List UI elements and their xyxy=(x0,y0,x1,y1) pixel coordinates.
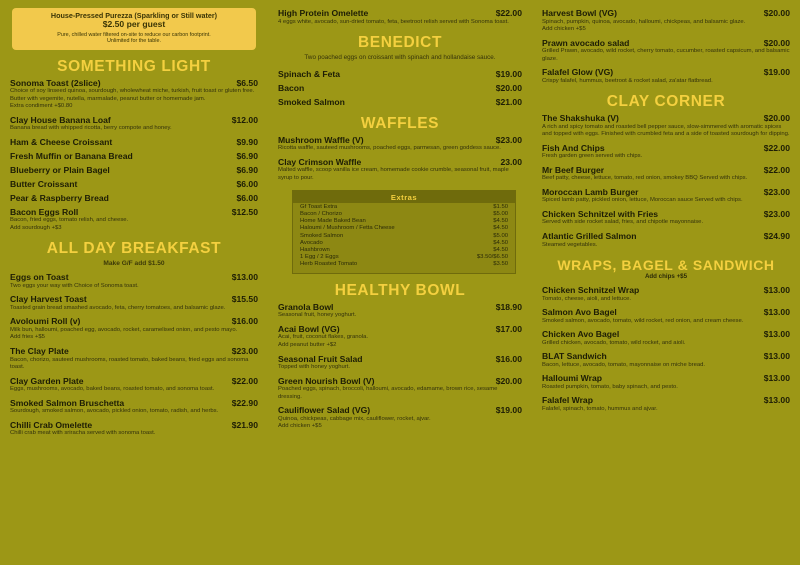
item-name: BLAT Sandwich xyxy=(542,351,607,362)
item-description: Banana bread with whipped ricotta, berry compote and honey. xyxy=(10,125,172,132)
menu-item xyxy=(278,8,522,26)
menu-item xyxy=(278,324,522,350)
item-price: $23.00 xyxy=(231,346,258,357)
item-price: $6.50 xyxy=(236,77,258,88)
item-price: $22.00 xyxy=(231,375,258,386)
extras-row xyxy=(293,261,515,268)
menu-item xyxy=(542,329,790,347)
item-description: Topped with honey yoghurt. xyxy=(278,364,351,371)
item-price: $13.00 xyxy=(763,373,790,384)
item-price: $20.00 xyxy=(763,8,790,18)
menu-item xyxy=(10,316,258,342)
extras-box xyxy=(292,190,516,274)
item-name: Falafel Glow (VG) xyxy=(542,67,614,78)
menu-item xyxy=(542,143,790,161)
menu-column-2 xyxy=(268,0,532,565)
menu-item xyxy=(10,193,258,203)
item-price: $20.00 xyxy=(495,375,522,386)
item-name: Cauliflower Salad (VG) xyxy=(278,405,371,416)
item-price: $13.00 xyxy=(763,329,790,340)
menu-item xyxy=(278,69,522,79)
section-title-waffles: WAFFLES xyxy=(360,114,440,132)
item-name: Ham & Cheese Croissant xyxy=(10,136,113,147)
menu-item xyxy=(10,346,258,372)
item-price: $20.00 xyxy=(495,82,522,93)
section-title-clay-corner: CLAY CORNER xyxy=(606,93,726,111)
extras-name: Bacon / Chorizo xyxy=(300,210,342,217)
item-price: $22.90 xyxy=(231,397,258,408)
item-description: Bacon, lettuce, avocado, tomato, mayonnaise on miche bread. xyxy=(542,361,706,368)
section-title-all-day-breakfast: ALL DAY BREAKFAST xyxy=(46,240,222,258)
item-price: $24.90 xyxy=(763,231,790,242)
item-price: $21.90 xyxy=(231,419,258,430)
item-name: Granola Bowl xyxy=(278,301,334,312)
menu-item xyxy=(542,187,790,205)
item-description: Crispy falafel, hummus, beetroot & rocket salad, za'atar flatbread. xyxy=(542,77,713,84)
extras-row xyxy=(293,218,515,225)
item-name: Seasonal Fruit Salad xyxy=(278,353,363,364)
item-name: Clay Harvest Toast xyxy=(10,294,87,305)
item-price: $22.00 xyxy=(495,8,522,18)
extras-row xyxy=(293,254,515,261)
item-description: Malted waffle, scoop vanilla ice cream, homemade cookie crumble, seasonal fruit, maple syrup to pour. xyxy=(278,167,509,181)
item-name: Halloumi Wrap xyxy=(542,373,603,384)
item-price: $22.00 xyxy=(763,164,790,175)
item-description: Two eggs your way with Choice of Sonoma toast. xyxy=(10,282,139,289)
item-name: Blueberry or Plain Bagel xyxy=(10,164,110,175)
item-name: Bacon xyxy=(278,82,305,93)
item-note: Add peanut butter +$2 xyxy=(278,341,337,348)
item-description: Ricotta waffle, sauteed mushrooms, poached eggs, parmesan, green goddess sauce. xyxy=(278,145,501,152)
item-description: Spinach, pumpkin, quinoa, avocado, halloumi, chickpeas, and balsamic glaze. xyxy=(542,18,746,25)
item-name: Acai Bowl (VG) xyxy=(278,323,340,334)
item-name: The Shakshuka (V) xyxy=(542,113,619,124)
item-name: Pear & Raspberry Bread xyxy=(10,192,109,203)
item-price: $12.50 xyxy=(231,206,258,217)
menu-item xyxy=(278,302,522,320)
extras-name: Gf Toast Extra xyxy=(300,203,338,210)
item-name: Chicken Schnitzel with Fries xyxy=(542,208,659,219)
item-price: $19.00 xyxy=(495,68,522,79)
menu-item xyxy=(278,354,522,372)
item-note: Add chicken +$5 xyxy=(542,26,586,33)
extras-price: $3.50 xyxy=(493,261,508,268)
item-price: $13.00 xyxy=(231,272,258,283)
menu-item xyxy=(10,398,258,416)
extras-name: Herb Roasted Tomato xyxy=(300,261,358,268)
item-price: $6.00 xyxy=(236,178,258,189)
item-note: Add chicken +$5 xyxy=(278,423,322,430)
item-description: Served with side rocket salad, fries, and chipotle mayonnaise. xyxy=(542,219,704,226)
item-description: 4 eggs white, avocado, sun-dried tomato, feta, beetroot relish served with Sonoma toast. xyxy=(278,18,509,25)
menu-item xyxy=(542,38,790,64)
promo-line-1: House-Pressed Purezza (Sparkling or Still water) xyxy=(50,11,218,20)
item-price: $17.00 xyxy=(495,323,522,334)
promo-line-4: Unlimited for the table. xyxy=(107,38,161,45)
item-description: Grilled chicken, avocado, tomato, wild rocket, and aioli. xyxy=(542,339,686,346)
item-description: Roasted pumpkin, tomato, baby spinach, and pesto. xyxy=(542,383,678,390)
item-price: $23.00 xyxy=(495,134,522,145)
item-name: Avoloumi Roll (v) xyxy=(10,316,81,327)
item-note: Add sourdough +$3 xyxy=(10,224,62,231)
menu-item xyxy=(10,165,258,175)
item-name: High Protein Omelette xyxy=(278,8,369,18)
menu-item xyxy=(10,179,258,189)
item-description: Smoked salmon, avocado, tomato, wild rocket, red onion, and cream cheese. xyxy=(542,317,744,324)
menu-item xyxy=(278,405,522,431)
item-name: Harvest Bowl (VG) xyxy=(542,8,617,18)
menu-column-1 xyxy=(0,0,268,565)
item-description: Acai, fruit, coconut flakes, granola. xyxy=(278,334,369,341)
menu-item xyxy=(542,285,790,303)
item-price: $18.90 xyxy=(495,301,522,312)
item-price: $20.00 xyxy=(763,113,790,124)
item-description: Bacon, fried eggs, tomato relish, and cheese. xyxy=(10,217,129,224)
menu-item xyxy=(10,294,258,312)
item-name: The Clay Plate xyxy=(10,346,69,357)
item-price: $20.00 xyxy=(763,37,790,48)
menu-item xyxy=(278,135,522,153)
menu-item xyxy=(542,209,790,227)
extras-name: Avocado xyxy=(300,239,323,246)
item-price: $19.00 xyxy=(495,405,522,416)
item-price: $6.90 xyxy=(236,150,258,161)
item-description: Falafel, spinach, tomato, hummus and ajvar. xyxy=(542,405,658,412)
item-name: Prawn avocado salad xyxy=(542,37,630,48)
item-price: $19.00 xyxy=(763,67,790,78)
item-description: Spiced lamb patty, pickled onion, lettuce, Moroccan sauce Served with chips. xyxy=(542,197,743,204)
menu-item xyxy=(10,207,258,233)
item-name: Eggs on Toast xyxy=(10,272,69,283)
item-price: $15.50 xyxy=(231,294,258,305)
extras-price: $3.50/$6.50 xyxy=(476,254,508,261)
menu-item xyxy=(278,83,522,93)
section-title-wraps-bagel-sandwich: WRAPS, BAGEL & SANDWICH xyxy=(557,257,775,274)
menu-item xyxy=(542,165,790,183)
item-name: Chicken Avo Bagel xyxy=(542,329,620,340)
item-price: $6.90 xyxy=(236,164,258,175)
item-description: Steamed vegetables. xyxy=(542,241,598,248)
menu-item xyxy=(542,8,790,34)
item-description: Tomato, cheese, aioli, and lettuce. xyxy=(542,295,632,302)
item-name: Chicken Schnitzel Wrap xyxy=(542,285,640,296)
item-description: Quinoa, chickpeas, cabbage mix, cauliflower, rocket, ajvar. xyxy=(278,415,431,422)
extras-row xyxy=(293,210,515,217)
item-price: $23.00 xyxy=(763,208,790,219)
item-price: $23.00 xyxy=(763,186,790,197)
extras-row xyxy=(293,239,515,246)
item-note: Extra condiment +$0.80 xyxy=(10,103,73,110)
item-name: Bacon Eggs Roll xyxy=(10,206,79,217)
item-name: Mr Beef Burger xyxy=(542,164,605,175)
menu-item xyxy=(10,151,258,161)
item-name: Sonoma Toast (2slice) xyxy=(10,77,101,88)
item-description: Grilled Prawn, avocado, wild rocket, cherry tomato, cucumber, roasted capsicum, and balsamic glaze. xyxy=(542,48,790,62)
extras-row xyxy=(293,203,515,210)
extras-row xyxy=(293,225,515,232)
item-name: Atlantic Grilled Salmon xyxy=(542,231,637,242)
menu-item xyxy=(10,78,258,111)
extras-price: $4.50 xyxy=(493,218,508,225)
item-name: Fish And Chips xyxy=(542,142,605,153)
item-price: $21.00 xyxy=(495,96,522,107)
item-name: Butter Croissant xyxy=(10,178,78,189)
item-price: $9.90 xyxy=(236,136,258,147)
item-name: Chilli Crab Omelette xyxy=(10,419,93,430)
extras-row xyxy=(293,246,515,253)
menu-item xyxy=(542,307,790,325)
promo-line-3: Pure, chilled water filtered on-site to reduce our carbon footprint. xyxy=(57,32,211,39)
menu-item xyxy=(10,137,258,147)
item-name: Clay Crimson Waffle xyxy=(278,156,362,167)
item-description: Beef patty, cheese, lettuce, tomato, red onion, smokey BBQ Served with chips. xyxy=(542,175,748,182)
menu-item xyxy=(542,231,790,249)
item-price: $12.00 xyxy=(231,114,258,125)
menu-item xyxy=(542,373,790,391)
extras-name: 1 Egg / 2 Eggs xyxy=(300,254,339,261)
item-name: Spinach & Feta xyxy=(278,68,341,79)
extras-price: $5.00 xyxy=(493,232,508,239)
extras-title: Extras xyxy=(293,191,515,203)
menu-item xyxy=(10,420,258,438)
menu-item xyxy=(542,395,790,413)
item-name: Clay House Banana Loaf xyxy=(10,114,111,125)
section-description: Two poached eggs on croissant with spinach and hollandaise sauce. xyxy=(304,54,496,62)
extras-name: Home Made Baked Bean xyxy=(300,218,366,225)
item-name: Smoked Salmon xyxy=(278,96,345,107)
section-subtitle: Make G/F add $1.50 xyxy=(103,260,165,268)
extras-price: $4.50 xyxy=(493,246,508,253)
item-price: $13.00 xyxy=(763,285,790,296)
menu-item xyxy=(542,351,790,369)
menu-item xyxy=(10,376,258,394)
item-description: Poached eggs, spinach, broccoli, halloumi, avocado, edamame, brown rice, sesame dressing. xyxy=(278,386,498,400)
item-name: Salmon Avo Bagel xyxy=(542,307,617,318)
item-description: Bacon, chorizo, sauteed mushrooms, roasted tomato, baked beans, fried eggs and sonoma toast. xyxy=(10,356,249,371)
extras-price: $4.50 xyxy=(493,239,508,246)
item-price: $6.00 xyxy=(236,192,258,203)
item-description: Milk bun, halloumi, poached egg, avocado, rocket, caramelised onion, and pesto mayo. xyxy=(10,326,238,333)
item-name: Green Nourish Bowl (V) xyxy=(278,375,375,386)
item-price: $13.00 xyxy=(763,395,790,406)
menu-item xyxy=(542,67,790,85)
section-title-something-light: SOMETHING LIGHT xyxy=(57,57,211,75)
item-name: Falafel Wrap xyxy=(542,395,593,406)
item-name: Fresh Muffin or Banana Bread xyxy=(10,150,133,161)
section-title-healthy-bowl: HEALTHY BOWL xyxy=(334,281,466,299)
item-description: Choice of soy linseed quinoa, sourdough, wholewheat miche, turkish, fruit toast or gluten free. Butter with vegemite, nutella, marmalade, peanut butter or homemade jam. xyxy=(10,88,255,102)
item-price: 23.00 xyxy=(500,156,522,167)
item-price: $13.00 xyxy=(763,307,790,318)
item-price: $16.00 xyxy=(231,316,258,327)
menu-column-3 xyxy=(532,0,800,565)
extras-name: Smoked Salmon xyxy=(300,232,344,239)
extras-price: $5.00 xyxy=(493,210,508,217)
item-price: $22.00 xyxy=(763,142,790,153)
item-name: Mushroom Waffle (V) xyxy=(278,134,364,145)
extras-name: Haloumi / Mushroom / Fetta Cheese xyxy=(300,225,395,232)
promo-banner xyxy=(12,8,256,50)
item-name: Smoked Salmon Bruschetta xyxy=(10,397,125,408)
section-title-benedict: BENEDICT xyxy=(357,34,443,52)
item-price: $16.00 xyxy=(495,353,522,364)
item-description: Sourdough, smoked salmon, avocado, pickled onion, tomato, radish, and herbs. xyxy=(10,408,219,415)
item-description: Eggs, mushrooms, avocado, baked beans, roasted tomato, and sonoma toast. xyxy=(10,386,215,393)
extras-price: $4.50 xyxy=(493,225,508,232)
menu-item xyxy=(10,115,258,133)
item-description: Fresh garden green served with chips. xyxy=(542,153,643,160)
extras-price: $1.50 xyxy=(493,203,508,210)
item-price: $13.00 xyxy=(763,351,790,362)
item-description: Seasonal fruit, honey yoghurt. xyxy=(278,312,357,319)
item-description: Chilli crab meat with sriracha served with sonoma toast. xyxy=(10,430,156,437)
section-subtitle: Add chips +$5 xyxy=(644,273,688,281)
item-name: Moroccan Lamb Burger xyxy=(542,186,639,197)
menu-item xyxy=(278,376,522,402)
item-name: Clay Garden Plate xyxy=(10,375,84,386)
promo-line-2: $2.50 per guest xyxy=(102,19,166,30)
extras-row xyxy=(293,232,515,239)
menu-item xyxy=(10,272,258,290)
item-description: A rich and spicy tomato and roasted bell pepper sauce, slow-simmered with aromatic spices and topped with eggs. Finished with crumbled feta and a side of toasted sourdough for dipping. xyxy=(542,123,790,138)
extras-name: Hashbrown xyxy=(300,246,330,253)
menu-item xyxy=(278,157,522,183)
menu-item xyxy=(278,97,522,107)
item-description: Toasted grain bread smashed avocado, feta, cherry tomatoes, and balsamic glaze. xyxy=(10,304,226,311)
menu-item xyxy=(542,113,790,139)
item-note: Add fries +$5 xyxy=(10,334,45,341)
